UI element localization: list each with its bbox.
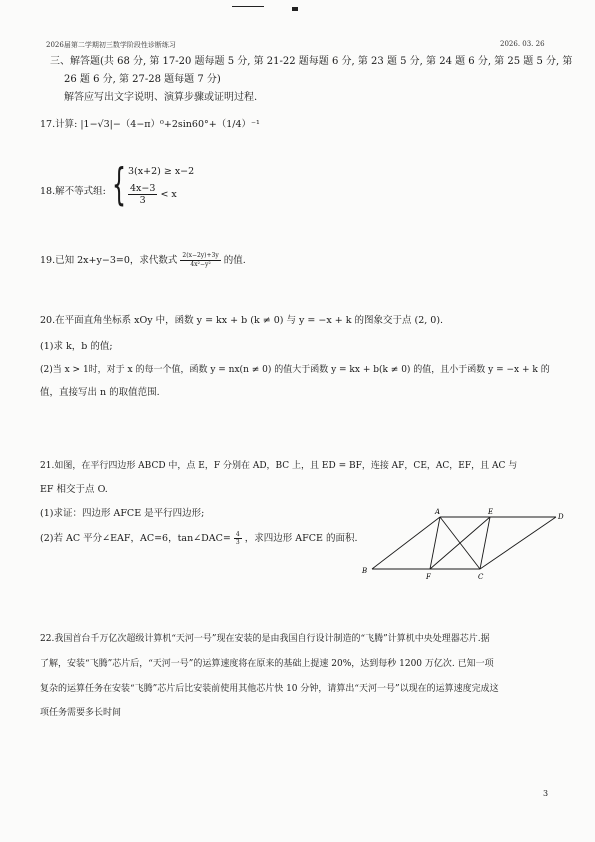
edge-cd [480,517,556,569]
q19-tail: 的值. [223,255,246,266]
page-number: 3 [543,789,549,798]
q22-line-2: 了解，安装“飞腾”芯片后，“天河一号”的运算速度将在原来的基础上提速 20%，达到每秒 1200 万亿次. 已知一项 [40,659,494,669]
section-line-3: 解答应写出文字说明、演算步骤或证明过程. [64,92,258,103]
edge-ab [372,517,440,569]
q21-part-1: (1)求证：四边形 AFCE 是平行四边形; [40,508,205,519]
q21-stem-1: 21.如图，在平行四边形 ABCD 中，点 E，F 分别在 AD，BC 上，且 ED = BF，连接 AF，CE，AC，EF，且 AC 与 [40,461,518,471]
label-c: C [478,573,484,581]
q22-line-3: 复杂的运算任务在安装“飞腾”芯片后比安装前使用其他芯片快 10 分钟，请算出“天河一号”以现在的运算速度完成这 [40,684,499,694]
q19-text: 19.已知 2x+y−3=0，求代数式 [40,255,178,266]
q17-expression: |1−√3|−（4−π）⁰+2sin60°+（1/4）⁻¹ [80,119,260,130]
q18-denominator: 3 [139,195,146,206]
q17-prefix: 17.计算: [40,119,78,130]
q20-part-2b: 值，直接写出 n 的取值范围. [40,387,160,398]
q19-numerator: 2(x−2y)+3y [182,252,219,259]
scan-mark [232,6,264,7]
q18-brace: { [112,159,126,210]
section-line-1: 三、解答题(共 68 分, 第 17-20 题每题 5 分, 第 21-22 题每题 6 分, 第 23 题 5 分, 第 24 题 6 分, 第 25 题 5 分, 第 [50,56,573,67]
q18-prefix: 18.解不等式组: [40,186,106,197]
q20-part-1: (1)求 k，b 的值; [40,341,113,352]
q21-part-2-text-b: ，求四边形 AFCE 的面积. [244,533,358,544]
q21-tan-numerator: 4 [235,531,240,538]
label-e: E [488,508,494,516]
q20-part-2a: (2)当 x > 1时，对于 x 的每一个值，函数 y = nx(n ≠ 0) 的值大于函数 y = kx + b(k ≠ 0) 的值，且小于函数 y = −x + k 的 [40,365,550,375]
q19-denominator: 4x²−y² [190,261,211,268]
q22-line-4: 项任务需要多长时间 [40,708,122,718]
q18-ineq-2 [128,183,177,206]
section-line-2: 26 题 6 分, 第 27-28 题每题 7 分) [64,74,221,85]
q19 [40,252,246,269]
q18-tail: < x [160,189,177,200]
q17 [40,116,260,130]
q21-stem-2: EF 相交于点 O. [40,484,108,495]
header-date: 2026. 03. 26 [500,40,545,48]
label-d: D [558,513,564,521]
label-a: A [435,508,441,516]
scan-mark [292,7,298,11]
label-f: F [426,573,431,581]
q18-ineq-1: 3(x+2) ≥ x−2 [128,166,195,177]
header-title: 2026届第二学期初三数学阶段性诊断练习 [46,41,176,49]
q22-line-1: 22.我国首台千万亿次超级计算机“天河一号”现在安装的是由我国自行设计制造的“飞腾”计算机中央处理器芯片.据 [40,634,490,644]
q21-part-2 [40,530,357,546]
q21-part-2-text-a: (2)若 AC 平分∠EAF，AC=6，tan∠DAC= [40,533,231,544]
q21-tan-denominator: 3 [235,539,240,546]
q21-parallelogram-figure [358,505,568,585]
segment-ef [430,517,490,569]
label-b: B [362,567,368,575]
q20-stem: 20.在平面直角坐标系 xOy 中，函数 y = kx + b (k ≠ 0) 与 y = −x + k 的图象交于点 (2, 0). [40,315,444,326]
q18-numerator: 4x−3 [130,183,156,194]
